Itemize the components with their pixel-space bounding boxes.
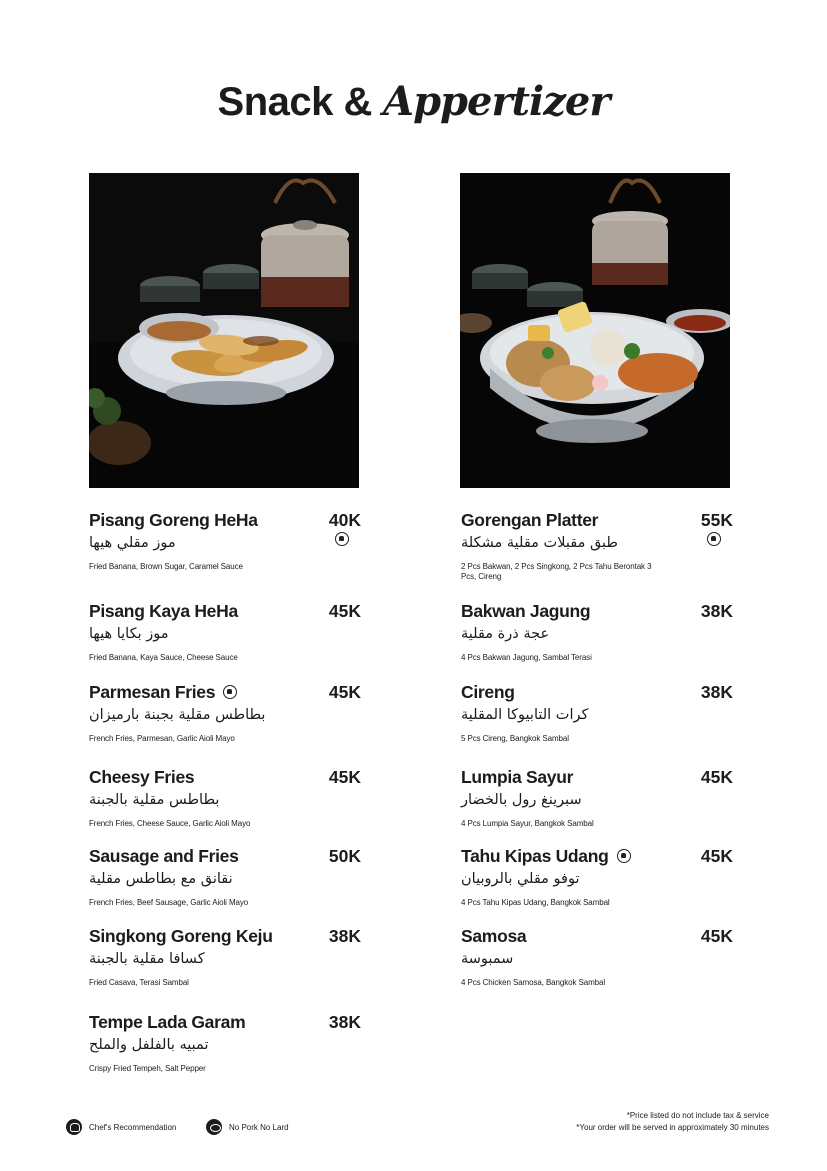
item-price: 45K xyxy=(328,767,361,787)
item-arabic-name: سبرينغ رول بالخضار xyxy=(461,792,582,808)
item-description: French Fries, Parmesan, Garlic Aioli Mayo xyxy=(89,734,235,743)
legend-no-pork xyxy=(206,1119,289,1135)
item-price: 45K xyxy=(700,846,733,866)
item-arabic-name: طبق مقبلات مقلية مشكلة xyxy=(461,535,618,551)
item-name: Tahu Kipas Udang xyxy=(461,846,609,866)
item-price: 55K xyxy=(700,510,733,530)
item-name: Cireng xyxy=(461,682,515,702)
menu-item-bakwan-jagung xyxy=(461,600,733,663)
item-price: 38K xyxy=(700,601,733,621)
item-description: Crispy Fried Tempeh, Salt Pepper xyxy=(89,1064,206,1073)
item-arabic-name: موز بكايا هيها xyxy=(89,626,169,642)
item-description: 4 Pcs Chicken Samosa, Bangkok Sambal xyxy=(461,978,606,987)
menu-item-tahu-kipas-udang xyxy=(461,845,733,908)
dish-photo-right xyxy=(460,173,730,488)
item-price: 45K xyxy=(328,601,361,621)
pisang-goreng-photo xyxy=(89,173,359,488)
gorengan-platter-photo xyxy=(460,173,730,488)
item-name: Pisang Goreng HeHa xyxy=(89,510,258,530)
item-price: 45K xyxy=(700,767,733,787)
item-price: 38K xyxy=(328,926,361,946)
menu-item-cheesy-fries xyxy=(89,766,361,829)
item-description: French Fries, Cheese Sauce, Garlic Aioli Mayo xyxy=(89,819,251,828)
item-description: Fried Banana, Brown Sugar, Caramel Sauce xyxy=(89,562,243,571)
item-description: Fried Casava, Terasi Sambal xyxy=(89,978,189,987)
item-name: Tempe Lada Garam xyxy=(89,1012,246,1032)
item-arabic-name: كرات التابيوكا المقلية xyxy=(461,707,589,723)
item-price: 45K xyxy=(328,682,361,702)
chef-recommendation-icon xyxy=(617,849,631,863)
item-arabic-name: موز مقلي هيها xyxy=(89,535,176,551)
menu-item-tempe-lada-garam xyxy=(89,1011,361,1074)
item-price: 50K xyxy=(328,846,361,866)
legend-chef-label: Chef's Recommendation xyxy=(89,1122,177,1132)
chef-recommendation-icon xyxy=(223,685,237,699)
item-name: Singkong Goreng Keju xyxy=(89,926,273,946)
dish-photo-left xyxy=(89,173,359,488)
item-arabic-name: نقانق مع بطاطس مقلية xyxy=(89,871,233,887)
item-name: Parmesan Fries xyxy=(89,682,216,702)
menu-item-parmesan-fries xyxy=(89,681,361,744)
item-arabic-name: سمبوسة xyxy=(461,951,514,967)
title-part-1: Snack & xyxy=(217,80,372,124)
item-arabic-name: كسافا مقلية بالجبنة xyxy=(89,951,205,967)
item-name: Gorengan Platter xyxy=(461,510,599,530)
title-part-2: Appertizer xyxy=(383,78,610,125)
item-description: 5 Pcs Cireng, Bangkok Sambal xyxy=(461,734,569,743)
chef-recommendation-icon xyxy=(335,532,349,546)
item-description: French Fries, Beef Sausage, Garlic Aioli Mayo xyxy=(89,898,249,907)
item-price: 40K xyxy=(328,510,361,530)
footer-notes xyxy=(576,1110,769,1134)
item-description: 4 Pcs Bakwan Jagung, Sambal Terasi xyxy=(461,653,592,662)
item-description: 4 Pcs Tahu Kipas Udang, Bangkok Sambal xyxy=(461,898,610,907)
item-price: 38K xyxy=(700,682,733,702)
item-arabic-name: عجة ذرة مقلية xyxy=(461,626,550,642)
page-title xyxy=(0,74,827,130)
chef-recommendation-icon xyxy=(707,532,721,546)
menu-item-gorengan-platter xyxy=(461,509,733,582)
legend-chef-recommendation xyxy=(66,1119,176,1135)
item-name: Samosa xyxy=(461,926,527,946)
item-description: 2 Pcs Bakwan, 2 Pcs Singkong, 2 Pcs Tahu Berontak 3 Pcs, Cireng xyxy=(461,562,652,581)
item-arabic-name: توفو مقلي بالروبيان xyxy=(461,871,580,887)
item-description: Fried Banana, Kaya Sauce, Cheese Sauce xyxy=(89,653,238,662)
no-pork-icon xyxy=(206,1119,222,1135)
item-name: Bakwan Jagung xyxy=(461,601,591,621)
item-name: Sausage and Fries xyxy=(89,846,239,866)
menu-item-samosa xyxy=(461,925,733,988)
item-name: Cheesy Fries xyxy=(89,767,195,787)
menu-item-pisang-kaya-heha xyxy=(89,600,361,663)
note-tax: *Price listed do not include tax & service xyxy=(626,1111,769,1120)
item-price: 45K xyxy=(700,926,733,946)
chef-hat-icon xyxy=(66,1119,82,1135)
item-price: 38K xyxy=(328,1012,361,1032)
legend-nopork-label: No Pork No Lard xyxy=(229,1122,289,1132)
item-arabic-name: بطاطس مقلية بالجبنة xyxy=(89,792,220,808)
menu-item-singkong-goreng-keju xyxy=(89,925,361,988)
item-arabic-name: تمبيه بالفلفل والملح xyxy=(89,1037,209,1053)
item-name: Pisang Kaya HeHa xyxy=(89,601,238,621)
menu-item-pisang-goreng-heha xyxy=(89,509,361,572)
menu-item-lumpia-sayur xyxy=(461,766,733,829)
item-arabic-name: بطاطس مقلية بجبنة بارميزان xyxy=(89,707,266,723)
menu-item-cireng xyxy=(461,681,733,744)
menu-item-sausage-and-fries xyxy=(89,845,361,908)
item-name: Lumpia Sayur xyxy=(461,767,574,787)
item-description: 4 Pcs Lumpia Sayur, Bangkok Sambal xyxy=(461,819,594,828)
note-serving-time: *Your order will be served in approximately 30 minutes xyxy=(576,1123,769,1132)
